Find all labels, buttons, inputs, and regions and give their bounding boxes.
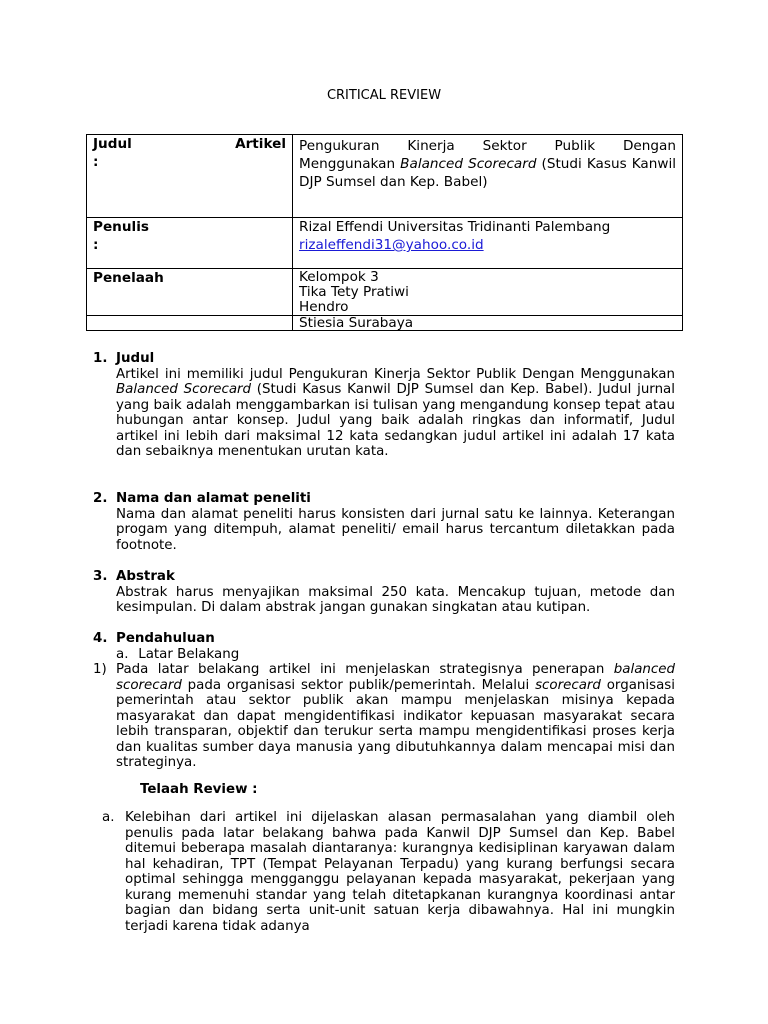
numbered-paragraph	[93, 662, 675, 771]
penelaah-label-cell	[87, 269, 293, 316]
section-title: Judul	[116, 351, 155, 366]
penulis-colon: :	[93, 237, 99, 253]
review-item	[102, 810, 675, 934]
penulis-email-link[interactable]: rizaleffendi31@yahoo.co.id	[299, 237, 484, 253]
body-italic: Balanced Scorecard	[116, 382, 252, 397]
body-text: (Studi Kasus Kanwil DJP Sumsel dan Kep. Babel). Judul jurnal yang baik adalah menggambarkan isi tulisan yang mengandung konsep tepat atau hubungan antar konsep. Judul yang baik adalah ringkas dan informatif, Judul artikel ini lebih dari maksimal 12 kata sedangkan judul artikel ini adalah 17 kata dan sebaiknya menentukan urutan kata.	[116, 382, 675, 459]
body-text: organisasi pemerintah atau sektor publik akan mampu menjelaskan misinya kepada masyarakat dan dapat mengidentifikasi indikator kepuasan masyarakat secara lebih transparan, objektif dan terukur serta mampu mengidentifikasi proses kerja dan kualitas sumber daya manusia yang dibutuhkannya dalam mencapai misi dan strateginya.	[116, 677, 675, 770]
judul-colon: :	[93, 154, 99, 170]
subsection-heading	[116, 647, 675, 663]
penelaah-line: Kelompok 3	[299, 269, 379, 285]
penelaah-line: Stiesia Surabaya	[299, 315, 414, 331]
section-heading	[93, 631, 675, 647]
section-number: 1.	[93, 351, 108, 366]
penulis-value: Rizal Effendi Universitas Tridinanti Palembang	[299, 219, 611, 235]
body-text: Artikel ini memiliki judul Pengukuran Kinerja Sektor Publik Dengan Menggunakan	[116, 366, 675, 382]
table-row-institution	[87, 316, 683, 331]
section-title: Abstrak	[116, 569, 175, 584]
judul-value-italic: Balanced Scorecard	[400, 156, 537, 172]
document-title: CRITICAL REVIEW	[326, 88, 442, 103]
penelaah-label: Penelaah	[93, 270, 164, 286]
section-body: Abstrak harus menyajikan maksimal 250 kata. Mencakup tujuan, metode dan kesimpulan. Di dalam abstrak jangan gunakan singkatan atau kutipan.	[116, 584, 675, 615]
section-number: 2.	[93, 491, 108, 506]
review-item-text: Kelebihan dari artikel ini dijelaskan alasan permasalahan yang diambil oleh penulis pada latar belakang bahwa pada Kanwil DJP Sumsel dan Kep. Babel ditemui beberapa masalah diantaranya: kurangnya kedisiplinan karyawan dalam hal kehadiran, TPT (Tempat Pelayanan Terpadu) yang kurang berfungsi secara optimal sehingga mengganggu pelayanan kepada masyarakat, pekerjaan yang kurang memenuhi standar yang telah ditetapkanan kurangnya koordinasi antar bagian dan bidang serta unit-unit satuan kerja dibawahnya. Hal ini mungkin terjadi karena tidak adanya	[125, 810, 675, 934]
table-row-penelaah	[87, 269, 683, 316]
judul-label-b: Artikel	[235, 136, 286, 152]
institution-empty-cell	[87, 316, 293, 331]
section-body: Nama dan alamat peneliti harus konsisten dari jurnal satu ke lainnya. Keterangan progam yang ditempuh, alamat peneliti/ email harus tercantum diletakkan pada footnote.	[116, 506, 675, 553]
paragraph-number: 1)	[93, 662, 107, 677]
table-row-judul	[87, 135, 683, 218]
section-abstrak	[93, 569, 675, 616]
judul-label-a: Judul	[93, 136, 132, 152]
section-title: Pendahuluan	[116, 631, 215, 646]
judul-value-text-1: Pengukuran Kinerja Sektor Publik Dengan Menggunakan	[299, 138, 676, 172]
table-row-penulis	[87, 218, 683, 269]
penulis-label-cell	[87, 218, 293, 269]
institution-cell	[293, 316, 683, 331]
body-text: Pada latar belakang artikel ini menjelaskan strategisnya penerapan	[116, 662, 605, 677]
section-judul	[93, 351, 675, 460]
judul-value-cell	[293, 135, 683, 218]
section-body	[116, 367, 675, 460]
section-heading	[93, 351, 675, 367]
penelaah-line: Hendro	[299, 299, 349, 315]
section-nama-alamat	[93, 491, 675, 553]
body-italic: balanced scorecard	[116, 662, 675, 693]
section-number: 3.	[93, 569, 108, 584]
penulis-value-cell	[293, 218, 683, 269]
judul-value-text-2: (Studi Kasus Kanwil DJP Sumsel dan Kep. Babel)	[299, 156, 676, 190]
article-info-table	[86, 134, 683, 331]
penelaah-line: Tika Tety Pratiwi	[299, 284, 409, 300]
review-heading: Telaah Review :	[140, 782, 258, 797]
section-number: 4.	[93, 631, 108, 646]
section-heading	[93, 569, 675, 585]
judul-label-cell	[87, 135, 293, 218]
section-pendahuluan	[93, 631, 675, 771]
body-text: pada organisasi sektor publik/pemerintah. Melalui	[187, 677, 530, 693]
review-item-number: a.	[102, 810, 115, 825]
body-italic: scorecard	[535, 677, 601, 693]
section-title: Nama dan alamat peneliti	[116, 491, 311, 506]
section-heading	[93, 491, 675, 507]
penulis-label: Penulis	[93, 219, 149, 235]
penelaah-value-cell	[293, 269, 683, 316]
subsection-title: Latar Belakang	[138, 646, 240, 662]
subsection-number: a.	[116, 646, 129, 662]
